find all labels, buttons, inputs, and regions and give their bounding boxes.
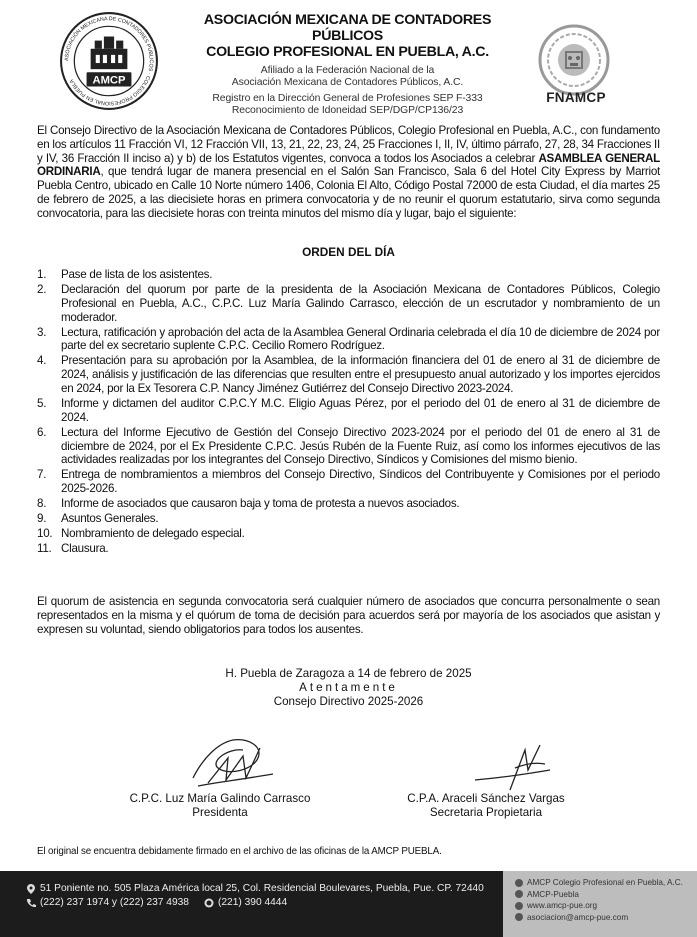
- convocation-paragraph: El Consejo Directivo de la Asociación Mexicana de Contadores Públicos, Colegio Profesional en Puebla, A.C., con fundamento en los artículos 11 Fracción VI, 12 Fracción VII, 13, 21, 22, 23, 24, 25 Fracciones I, II, IV, último párrafo, 27, 28, 34 Fracciones II y IV, 36 Fracción II inciso a) y b) de los Estatutos vigentes, convoca a todos los Asociados a celebrar ASAMBLEA GENERAL ORDINARIA, que tendrá lugar de manera presencial en el Salón San Francisco, Sala 6 del Hotel City Express by Marriot Puebla Centro, ubicado en Calle 10 Norte número 1406, Colonia El Alto, Código Postal 72000 de esta Ciudad, el día martes 25 de febrero de 2025, a las diecisiete horas en primera convocatoria y de no reunir el quorum estatutario, sirva como segunda convocatoria, para las diecisiete horas con treinta minutos del mismo día y lugar, bajo el siguiente:: [37, 124, 660, 220]
- footer-instagram[interactable]: AMCP-Puebla: [527, 889, 579, 899]
- footer-whatsapp: (221) 390 4444: [218, 897, 288, 908]
- agenda-item: 3. Lectura, ratificación y aprobación del acta de la Asamblea General Ordinaria celebrada el día 10 de diciembre de 2024 por parte del ex secretario suplente C.P.C. Cecilio Romero Rodríguez.: [37, 325, 660, 353]
- letterhead: [0, 0, 697, 118]
- org-title-line2: COLEGIO PROFESIONAL EN PUEBLA, A.C.: [206, 44, 489, 60]
- footer-social: [503, 871, 697, 937]
- org-title-line1: ASOCIACIÓN MEXICANA DE CONTADORES PÚBLICOS: [203, 12, 492, 44]
- affiliation-line1: Afiliado a la Federación Nacional de la: [260, 65, 435, 76]
- agenda-item: 7. Entrega de nombramientos a miembros del Consejo Directivo, Síndicos del Contribuyente y Comisiones por el periodo 2025-2026.: [37, 468, 660, 496]
- agenda-item: 9. Asuntos Generales.: [37, 512, 159, 526]
- phone-icon: [26, 898, 36, 908]
- footer-contact: [0, 871, 503, 937]
- signature-secretaria: [470, 740, 560, 795]
- agenda-item: 8. Informe de asociados que causaron baja y toma de protesta a nuevos asociados.: [37, 497, 460, 511]
- svg-text:AMCP: AMCP: [92, 74, 126, 87]
- footer-web[interactable]: www.amcp-pue.org: [527, 901, 598, 911]
- quorum-paragraph: El quorum de asistencia en segunda convocatoria será cualquier número de asociados que concurra personalmente o sean representados en la misma y el quórum de toma de decisión para acuerdos será por mayoría de los asociados que asistan y expresen su voluntad, siendo obligatorios para todos los ausentes.: [37, 595, 660, 636]
- signatory-secretaria: C.P.A. Araceli Sánchez Vargas Secretaria Propietaria: [407, 792, 565, 819]
- original-note: El original se encuentra debidamente firmado en el archivo de las oficinas de la AMCP PUEBLA.: [37, 846, 442, 857]
- location-pin-icon: [26, 884, 36, 894]
- whatsapp-icon: [204, 898, 214, 908]
- closing-block: [0, 667, 697, 709]
- registry-line2: Reconocimiento de Idoneidad SEP/DGP/CP136/23: [231, 104, 464, 116]
- footer-address: 51 Poniente no. 505 Plaza América local 25, Col. Residencial Boulevares, Puebla, Pue. CP. 72440: [40, 883, 484, 894]
- consejo-label: Consejo Directivo 2025-2026: [273, 695, 424, 708]
- footer-email[interactable]: asociacion@amcp-pue.com: [527, 912, 629, 922]
- agenda-item: 4. Presentación para su aprobación por la Asamblea, de la información financiera del 01 de enero al 31 de diciembre de 2024, análisis y justificación de las diferencias que resulten entre el presupuesto anual autorizado y los importes ejercidos en 2024, por la Ex Tesorera C.P. Nancy Jiménez Gutiérrez del Consejo Directivo 2023-2024.: [37, 354, 660, 395]
- agenda-list: [37, 268, 660, 557]
- instagram-icon: [515, 890, 523, 898]
- footer-phones: (222) 237 1974 y (222) 237 4938: [40, 897, 189, 908]
- facebook-icon: [515, 879, 523, 887]
- signature-presidenta: [188, 728, 278, 798]
- agenda-item: 1. Pase de lista de los asistentes.: [37, 268, 213, 281]
- agenda-title: ORDEN DEL DÍA: [302, 245, 395, 259]
- svg-text:ASOCIACIÓN MEXICANA DE CONTADO: ASOCIACIÓN MEXICANA DE CONTADORES PÚBLICOS · COLEGIO PROFESIONAL EN PUEBLA: [64, 16, 154, 106]
- email-icon: [515, 913, 523, 921]
- agenda-item: 10. Nombramiento de delegado especial.: [37, 527, 245, 541]
- atentamente: Atentamente: [299, 681, 398, 694]
- fnamcp-label: FNAMCP: [546, 90, 606, 105]
- agenda-item: 5. Informe y dictamen del auditor C.P.C.Y M.C. Eligio Aguas Pérez, por el periodo del 01 de enero al 31 de diciembre de 2024.: [37, 396, 660, 424]
- amcp-logo: [58, 10, 160, 112]
- agenda-item: 2. Declaración del quorum por parte de la presidenta de la Asociación Mexicana de Contadores Públicos, Colegio Profesional en Puebla, A.C., C.P.C. Luz María Galindo Carrasco, elección de un escrutador y nombramiento de un moderador.: [37, 282, 660, 324]
- signatory-presidenta: C.P.C. Luz María Galindo Carrasco Presidenta: [129, 792, 311, 819]
- agenda-item: 11. Clausura.: [37, 542, 109, 556]
- affiliation-line2: Asociación Mexicana de Contadores Públicos, A.C.: [231, 76, 464, 88]
- assembly-type: ASAMBLEA GENERAL ORDINARIA: [37, 151, 660, 179]
- globe-icon: [515, 902, 523, 910]
- place-date: H. Puebla de Zaragoza a 14 de febrero de 2025: [225, 667, 472, 680]
- registry-line1: Registro en la Dirección General de Profesiones SEP F-333: [212, 93, 483, 104]
- agenda-item: 6. Lectura del Informe Ejecutivo de Gestión del Consejo Directivo 2023-2024 por el periodo del 01 de enero al 31 de diciembre de 2024, por el Ex Presidente C.P.C. Jesús Rubén de la Fuente Ruiz, así como los informes ejecutivos de las actividades realizadas por los integrantes del Consejo Directivo, Síndicos y Comisiones del mismo bienio.: [37, 425, 660, 467]
- footer-facebook[interactable]: AMCP Colegio Profesional en Puebla, A.C.: [527, 878, 683, 888]
